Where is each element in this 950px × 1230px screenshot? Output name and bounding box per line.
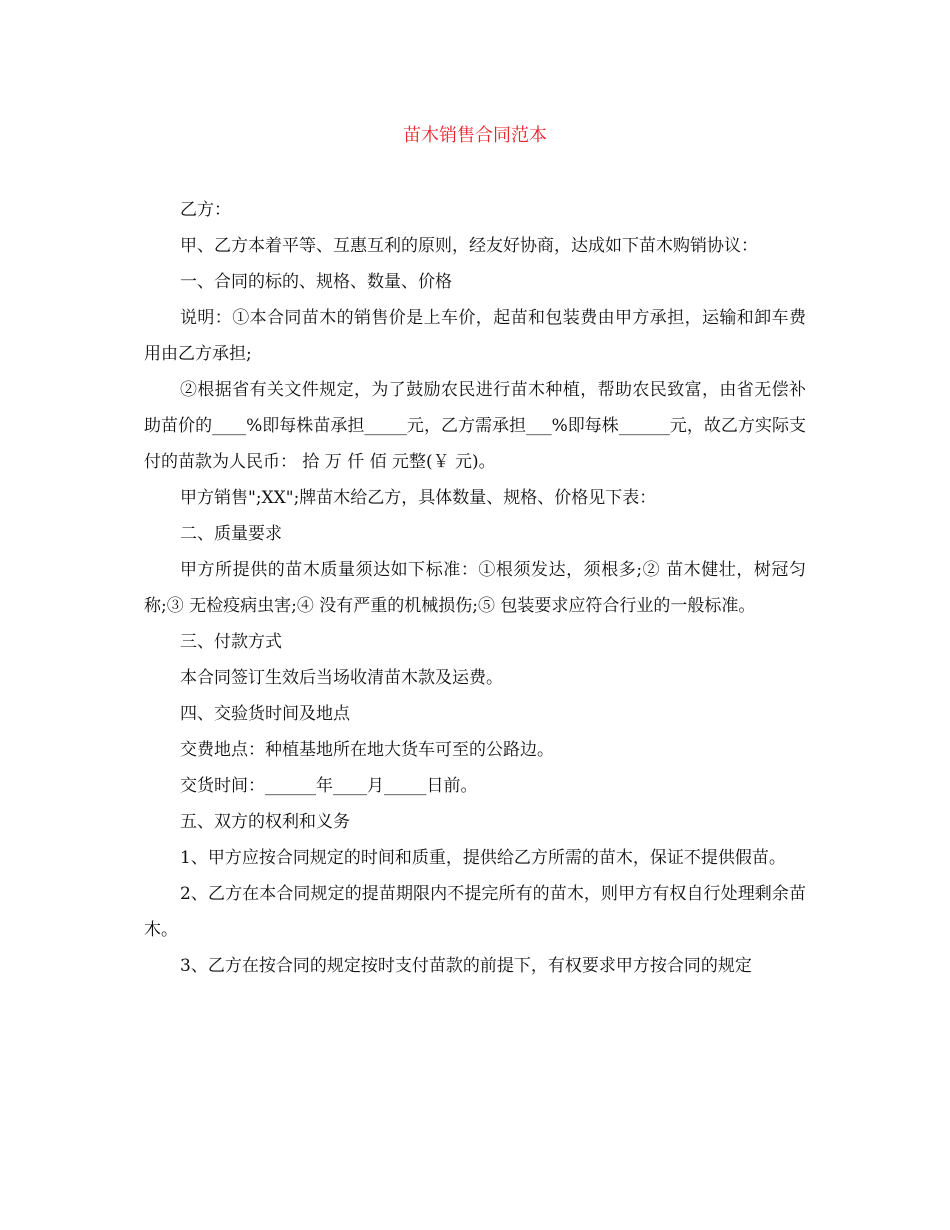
section-1-heading: 一、合同的标的、规格、数量、价格	[180, 272, 452, 292]
document-title: 苗木销售合同范本	[403, 125, 547, 146]
pricing-note-2: ②根据省有关文件规定，为了鼓励农民进行苗木种植，帮助农民致富，由省无偿补助苗价的____%即每株苗承担_____元，乙方需承担___%即每株______元，故乙方实际支付的苗款为人民币： 拾 万 仟 佰 元整(￥ 元)。	[144, 380, 806, 472]
intro-paragraph: 甲、乙方本着平等、互惠互利的原则，经友好协商，达成如下苗木购销协议：	[180, 236, 758, 256]
delivery-location: 交费地点：种植基地所在地大货车可至的公路边。	[180, 740, 554, 760]
sale-statement: 甲方销售";XX";牌苗木给乙方，具体数量、规格、价格见下表：	[180, 488, 657, 508]
section-3-heading: 三、付款方式	[180, 632, 282, 652]
party-b-line: 乙方：	[180, 200, 231, 220]
payment-terms: 本合同签订生效后当场收清苗木款及运费。	[180, 668, 503, 688]
delivery-time: 交货时间：______年____月_____日前。	[180, 776, 478, 796]
obligation-2: 2、乙方在本合同规定的提苗期限内不提完所有的苗木，则甲方有权自行处理剩余苗木。	[144, 884, 806, 940]
section-2-heading: 二、质量要求	[180, 524, 282, 544]
section-4-heading: 四、交验货时间及地点	[180, 704, 350, 724]
section-5-heading: 五、双方的权利和义务	[180, 812, 350, 832]
obligation-3: 3、乙方在按合同的规定按时支付苗款的前提下，有权要求甲方按合同的规定	[180, 956, 752, 976]
pricing-note-1: 说明：①本合同苗木的销售价是上车价，起苗和包装费由甲方承担，运输和卸车费用由乙方承担;	[144, 308, 806, 364]
quality-standards: 甲方所提供的苗木质量须达如下标准：①根须发达，须根多;② 苗木健壮，树冠匀称;③ 无检疫病虫害;④ 没有严重的机械损伤;⑤ 包装要求应符合行业的一般标准。	[144, 560, 806, 616]
document-body	[144, 192, 806, 984]
obligation-1: 1、甲方应按合同规定的时间和质重，提供给乙方所需的苗木，保证不提供假苗。	[180, 848, 786, 868]
